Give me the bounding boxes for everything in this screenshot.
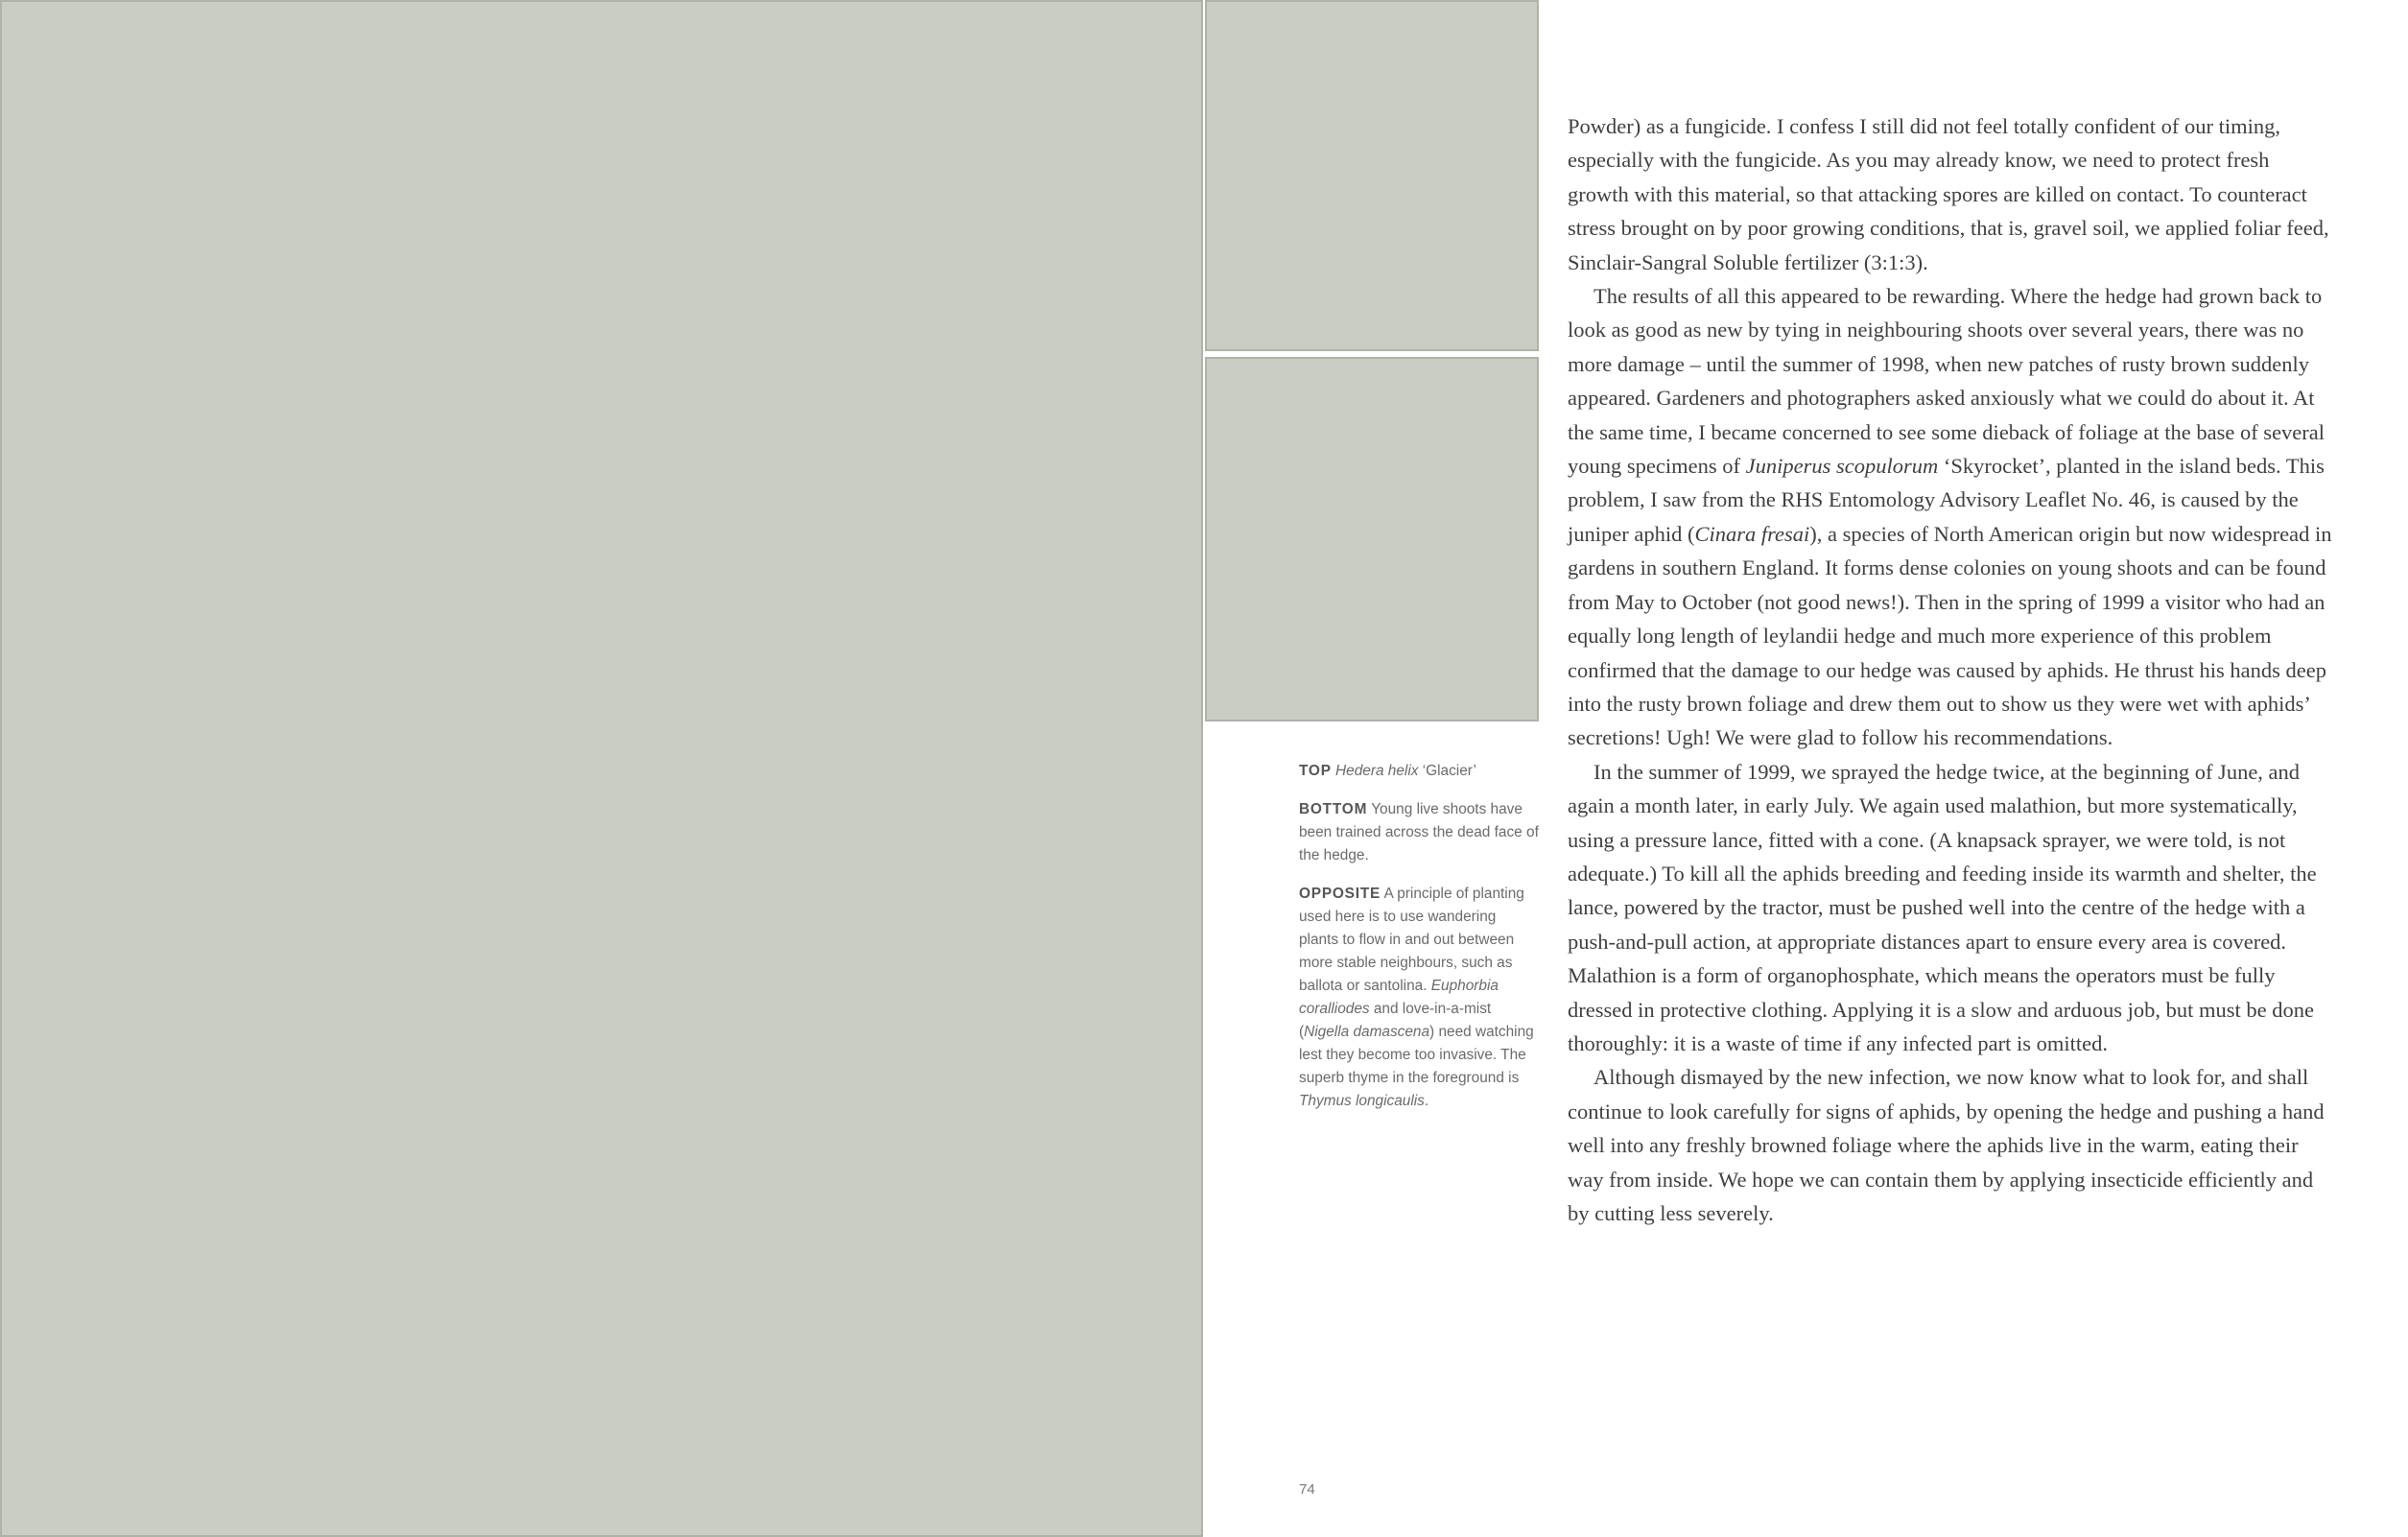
paragraph-3: In the summer of 1999, we sprayed the hedge twice, at the beginning of June, and again a month later, in early July. We again used malathion, but more systematically, using a pressure lance, fitted with a cone. (A knapsack sprayer, we were told, is not adequate.) To kill all the aphids breeding and feeding inside its warmth and shelter, the lance, powered by the tractor, must be pushed well into the centre of the hedge with a push-and-pull action, at appropriate distances apart to ensure every area is covered. Malathion is a form of organophosphate, which means the operators must be fully dressed in protective clothing. Applying it is a slow and arduous job, but must be done thoroughly: it is a waste of time if any infected part is omitted.	[1568, 759, 2317, 1055]
caption-opposite-label: OPPOSITE	[1299, 886, 1381, 902]
page-number: 74	[1299, 1481, 1315, 1498]
paragraph-2-text-1: The results of all this appeared to be rewarding. Where the hedge had grown back to look as good as new by tying in neighbouring shoots over several years, there was no more damage – until the summer of 1998, when new patches of rusty brown suddenly appeared. Gardeners and photographers asked anxiously what we could do about it. At the same time, I became concerned to see some dieback of foliage at the base of several young specimens of	[1568, 284, 2325, 479]
caption-opposite-italic-3: Thymus longicaulis	[1299, 1093, 1425, 1109]
paragraph-2-italic-1: Juniperus scopulorum	[1745, 454, 1939, 479]
caption-opposite-italic-2: Nigella damascena	[1304, 1024, 1430, 1040]
caption-top-label: TOP	[1299, 763, 1332, 779]
trained-shoots-photo	[1205, 357, 1539, 721]
caption-bottom-text: Young live shoots have been trained across the dead face of the hedge.	[1299, 801, 1539, 863]
paragraph-2	[1568, 279, 2335, 755]
caption-opposite-text-3: ) need watching lest they become too invasive. The superb thyme in the foreground is	[1299, 1024, 1534, 1086]
caption-opposite-text-1: A principle of planting used here is to use wandering plants to flow in and out between more stable neighbours, such as ballota or santolina.	[1299, 886, 1524, 994]
hedera-glacier-photo	[1205, 0, 1539, 351]
caption-top-cultivar: ‘Glacier’	[1418, 763, 1476, 779]
caption-opposite	[1299, 883, 1539, 1113]
euphorbia-border-photo	[0, 0, 1203, 1537]
caption-bottom	[1299, 798, 1539, 867]
caption-bottom-label: BOTTOM	[1299, 801, 1368, 817]
caption-opposite-text-2: and love-in-a-mist (	[1299, 1001, 1492, 1040]
caption-top	[1299, 760, 1539, 783]
body-text	[1568, 109, 2335, 1230]
caption-opposite-text-4: .	[1424, 1093, 1429, 1109]
paragraph-2-italic-2: Cinara fresai	[1694, 521, 1810, 546]
caption-top-plant: Hedera helix	[1335, 763, 1419, 779]
paragraph-1: Powder) as a fungicide. I confess I still did not feel totally confident of our timing, especially with the fungicide. As you may already know, we need to protect fresh growth with this material, so that attacking spores are killed on contact. To counteract stress brought on by poor growing conditions, that is, gravel soil, we applied foliar feed, Sinclair-Sangral Soluble fertilizer (3:1:3).	[1568, 114, 2329, 274]
paragraph-4: Although dismayed by the new infection, we now know what to look for, and shall continue to look carefully for signs of aphids, by opening the hedge and pushing a hand well into any freshly browned foliage where the aphids live in the warm, eating their way from inside. We hope we can contain them by applying insecticide efficiently and by cutting less severely.	[1568, 1065, 2325, 1225]
paragraph-2-text-3: ), a species of North American origin but now widespread in gardens in southern England. It forms dense colonies on young shoots and can be found from May to October (not good news!). Then in the spring of 1999 a visitor who had an equally long length of leylandii hedge and much more experience of this problem confirmed that the damage to our hedge was caused by aphids. He thrust his hands deep into the rusty brown foliage and drew them out to show us they were wet with aphids’ secretions! Ugh! We were glad to follow his recommendations.	[1568, 521, 2332, 750]
caption-opposite-italic-1: Euphorbia coralliodes	[1299, 978, 1499, 1017]
photo-captions	[1299, 760, 1539, 1128]
paragraph-2-text-2: ‘Skyrocket’, planted in the island beds. This problem, I saw from the RHS Entomology Advisory Leaflet No. 46, is caused by the juniper aphid (	[1568, 454, 2325, 546]
